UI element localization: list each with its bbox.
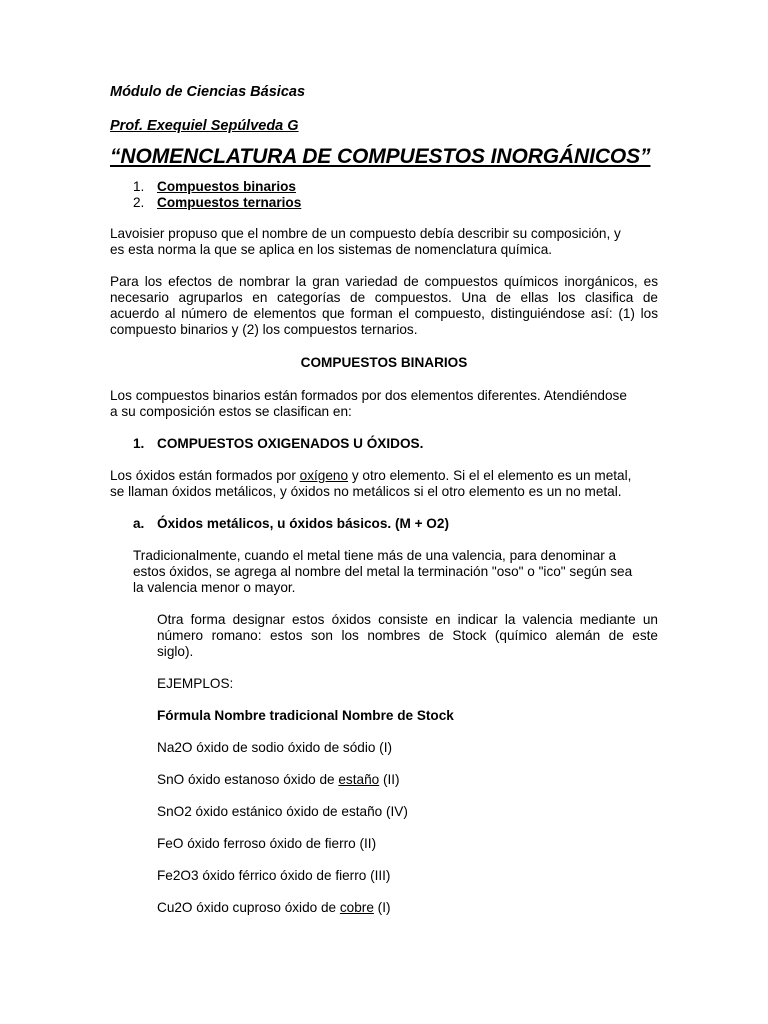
paragraph-line: siglo). [157,644,194,659]
paragraph-line: es esta norma la que se aplica en los sistemas de nomenclatura química. [110,242,553,257]
paragraph-line: acuerdo al número de elementos que forman el compuesto, distinguiéndose así: (1) los [110,306,658,321]
paragraph-line: número romano: estos son los nombres de Stock (químico alemán de este [157,628,658,643]
toc-item-1[interactable] [133,179,658,195]
example-row [157,868,658,884]
examples-list [157,740,658,916]
professor-name: Prof. Exequiel Sepúlveda G [110,118,299,134]
stock-paragraph [157,612,658,660]
estano-link[interactable]: estaño [338,772,380,787]
text-span: SnO óxido estanoso óxido de [157,772,339,787]
binarios-paragraph [110,388,658,420]
text-span: y otro elemento. Si el el elemento es un metal, [348,468,632,483]
paragraph-line: se llaman óxidos metálicos, y óxidos no metálicos si el otro elemento es un no metal. [110,484,622,499]
text-span: (II) [379,772,400,787]
examples-label: EJEMPLOS: [157,676,234,691]
toc-link-binarios[interactable]: Compuestos binarios [157,179,296,194]
toc-num: 2. [133,195,145,210]
example-row [157,740,658,756]
cobre-link[interactable]: cobre [339,900,374,915]
example-row [157,836,658,852]
text-span: Na2O óxido de sodio óxido de sódio (I) [157,740,393,755]
paragraph-line: estos óxidos, se agrega al nombre del metal la terminación "oso" o "ico" según sea [133,564,633,579]
document-page [110,84,658,916]
subsection-heading-oxidos-metalicos [133,516,658,532]
paragraph-line: a su composición estos se clasifican en: [110,404,352,419]
text-span: Cu2O óxido cuproso óxido de [157,900,340,915]
section-title: COMPUESTOS OXIGENADOS U ÓXIDOS. [157,436,424,451]
paragraph-line: la valencia menor o mayor. [133,580,296,595]
intro-paragraph-1 [110,226,658,258]
toc-num: 1. [133,179,145,194]
paragraph-line [110,468,658,484]
section-title: Óxidos metálicos, u óxidos básicos. (M + O2) [157,516,449,531]
paragraph-line: compuesto binarios y (2) los compuestos ternarios. [110,322,418,337]
toc-link-ternarios[interactable]: Compuestos ternarios [157,195,302,210]
example-row [157,804,658,820]
section-num: 1. [133,436,145,451]
example-row [157,772,658,788]
subsection-heading-oxidos [133,436,658,452]
toc-item-2[interactable] [133,195,658,211]
text-span: (I) [373,900,391,915]
text-span: SnO2 óxido estánico óxido de estaño (IV) [157,804,408,819]
text-span: Fe2O3 óxido férrico óxido de fierro (III) [157,868,391,883]
section-letter: a. [133,516,145,531]
paragraph-line: Los compuestos binarios están formados por dos elementos diferentes. Atendiéndose [110,388,627,403]
section-heading-binarios: COMPUESTOS BINARIOS [300,355,468,370]
oxigeno-link[interactable]: oxígeno [299,468,349,483]
paragraph-line: Lavoisier propuso que el nombre de un compuesto debía describir su composición, y [110,226,621,241]
oxidos-metalicos-paragraph [133,548,658,596]
text-span: FeO óxido ferroso óxido de fierro (II) [157,836,377,851]
paragraph-line: Tradicionalmente, cuando el metal tiene más de una valencia, para denominar a [133,548,617,563]
paragraph-line: necesario agruparlos en categorías de compuestos. Una de ellas los clasifica de [110,290,658,305]
toc-list [133,179,658,211]
intro-paragraph-2 [110,274,658,338]
text-span: Los óxidos están formados por [110,468,300,483]
paragraph-line: Otra forma designar estos óxidos consiste en indicar la valencia mediante un [157,612,658,627]
example-row [157,900,658,916]
oxidos-paragraph [110,468,658,500]
examples-table-header: Fórmula Nombre tradicional Nombre de Stock [157,708,454,723]
paragraph-line: Para los efectos de nombrar la gran variedad de compuestos químicos inorgánicos, es [110,274,658,289]
page-title: “NOMENCLATURA DE COMPUESTOS INORGÁNICOS” [110,145,651,168]
module-label: Módulo de Ciencias Básicas [110,84,306,100]
